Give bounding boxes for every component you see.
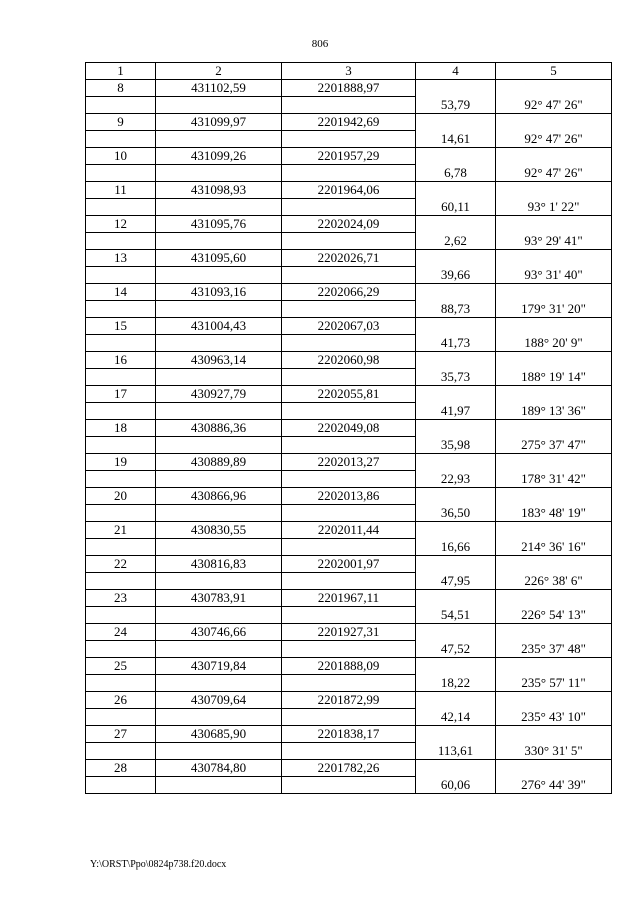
table-cell <box>282 301 416 318</box>
table-cell <box>416 386 496 403</box>
table-cell: 2202011,44 <box>282 522 416 539</box>
table-cell <box>86 403 156 420</box>
table-cell <box>156 97 282 114</box>
table-cell: 214° 36' 16" <box>496 539 612 556</box>
table-cell: 18 <box>86 420 156 437</box>
table-cell: 93° 1' 22" <box>496 199 612 216</box>
table-cell <box>496 624 612 641</box>
table-cell <box>86 573 156 590</box>
table-cell: 2202055,81 <box>282 386 416 403</box>
table-row <box>86 216 612 233</box>
table-cell <box>156 301 282 318</box>
table-cell <box>496 556 612 573</box>
table-cell <box>416 760 496 777</box>
table-cell <box>496 726 612 743</box>
table-row <box>86 743 612 760</box>
table-row <box>86 556 612 573</box>
table-cell <box>416 250 496 267</box>
table-cell: 93° 31' 40" <box>496 267 612 284</box>
table-cell: 60,06 <box>416 777 496 794</box>
table-cell <box>282 335 416 352</box>
table-cell: 2202060,98 <box>282 352 416 369</box>
table-cell: 42,14 <box>416 709 496 726</box>
table-cell <box>282 539 416 556</box>
table-cell: 22,93 <box>416 471 496 488</box>
table-cell <box>282 709 416 726</box>
table-row <box>86 284 612 301</box>
table-cell <box>86 369 156 386</box>
table-row <box>86 148 612 165</box>
table-row <box>86 522 612 539</box>
table-cell: 431095,60 <box>156 250 282 267</box>
table-cell <box>86 97 156 114</box>
table-cell <box>416 318 496 335</box>
table-cell: 430816,83 <box>156 556 282 573</box>
table-cell <box>496 488 612 505</box>
table-cell: 92° 47' 26" <box>496 97 612 114</box>
table-cell <box>416 692 496 709</box>
table-cell <box>282 437 416 454</box>
table-cell <box>496 658 612 675</box>
table-cell <box>156 641 282 658</box>
table-row <box>86 301 612 318</box>
table-row <box>86 488 612 505</box>
table-cell: 10 <box>86 148 156 165</box>
coordinates-table <box>85 62 612 794</box>
table-cell: 2201838,17 <box>282 726 416 743</box>
table-row <box>86 726 612 743</box>
table-cell <box>416 216 496 233</box>
table-cell <box>156 743 282 760</box>
table-cell: 430927,79 <box>156 386 282 403</box>
table-cell: 431099,26 <box>156 148 282 165</box>
table-cell <box>282 777 416 794</box>
table-row <box>86 80 612 97</box>
table-cell: 92° 47' 26" <box>496 131 612 148</box>
table-cell: 178° 31' 42" <box>496 471 612 488</box>
table-cell <box>496 352 612 369</box>
table-cell: 2,62 <box>416 233 496 250</box>
table-cell: 53,79 <box>416 97 496 114</box>
table-row <box>86 675 612 692</box>
table-cell <box>86 539 156 556</box>
table-cell <box>496 216 612 233</box>
table-cell <box>86 165 156 182</box>
table-row <box>86 386 612 403</box>
table-row <box>86 335 612 352</box>
table-cell <box>282 233 416 250</box>
table-cell <box>156 573 282 590</box>
table-cell: 431004,43 <box>156 318 282 335</box>
table-cell <box>156 471 282 488</box>
table-cell: 16,66 <box>416 539 496 556</box>
table-row <box>86 114 612 131</box>
table-cell <box>496 454 612 471</box>
table-cell: 431098,93 <box>156 182 282 199</box>
table-cell: 430866,96 <box>156 488 282 505</box>
table-cell <box>282 607 416 624</box>
table-cell <box>156 335 282 352</box>
table-cell <box>416 454 496 471</box>
table-cell <box>416 556 496 573</box>
table-cell: 188° 19' 14" <box>496 369 612 386</box>
table-cell <box>282 369 416 386</box>
table-row <box>86 318 612 335</box>
table-cell: 2201888,97 <box>282 80 416 97</box>
table-row <box>86 131 612 148</box>
table-row <box>86 692 612 709</box>
table-cell <box>282 573 416 590</box>
table-cell: 235° 37' 48" <box>496 641 612 658</box>
table-cell: 41,97 <box>416 403 496 420</box>
table-row <box>86 777 612 794</box>
table-cell: 2202067,03 <box>282 318 416 335</box>
table-row <box>86 250 612 267</box>
table-cell: 22 <box>86 556 156 573</box>
table-cell: 17 <box>86 386 156 403</box>
table-header-row <box>86 63 612 80</box>
table-cell <box>282 675 416 692</box>
table-cell: 276° 44' 39" <box>496 777 612 794</box>
column-header: 4 <box>416 63 496 80</box>
table-cell <box>156 607 282 624</box>
table-cell: 430783,91 <box>156 590 282 607</box>
table-cell <box>86 777 156 794</box>
table-cell <box>282 199 416 216</box>
table-cell: 92° 47' 26" <box>496 165 612 182</box>
table-cell: 2201957,29 <box>282 148 416 165</box>
table-cell: 430685,90 <box>156 726 282 743</box>
table-cell <box>86 505 156 522</box>
table-cell: 179° 31' 20" <box>496 301 612 318</box>
table-cell: 2201782,26 <box>282 760 416 777</box>
table-cell: 189° 13' 36" <box>496 403 612 420</box>
table-cell <box>156 505 282 522</box>
table-cell: 113,61 <box>416 743 496 760</box>
table-cell: 36,50 <box>416 505 496 522</box>
table-cell: 2202024,09 <box>282 216 416 233</box>
table-cell <box>496 250 612 267</box>
table-row <box>86 369 612 386</box>
table-cell <box>156 233 282 250</box>
table-cell <box>86 301 156 318</box>
table-cell: 430709,64 <box>156 692 282 709</box>
table-cell <box>156 369 282 386</box>
table-cell: 2202001,97 <box>282 556 416 573</box>
table-cell: 39,66 <box>416 267 496 284</box>
table-row <box>86 352 612 369</box>
table-cell: 24 <box>86 624 156 641</box>
table-cell <box>86 471 156 488</box>
column-header: 3 <box>282 63 416 80</box>
table-cell: 430963,14 <box>156 352 282 369</box>
table-cell <box>86 709 156 726</box>
table-cell: 19 <box>86 454 156 471</box>
table-cell: 47,95 <box>416 573 496 590</box>
table-cell: 18,22 <box>416 675 496 692</box>
table-cell <box>86 199 156 216</box>
table-cell <box>86 743 156 760</box>
table-cell <box>496 386 612 403</box>
table-cell: 60,11 <box>416 199 496 216</box>
table-cell: 23 <box>86 590 156 607</box>
table-cell <box>496 284 612 301</box>
table-cell: 11 <box>86 182 156 199</box>
table-row <box>86 437 612 454</box>
table-row <box>86 420 612 437</box>
table-cell: 2201964,06 <box>282 182 416 199</box>
table-cell: 275° 37' 47" <box>496 437 612 454</box>
table-row <box>86 454 612 471</box>
table-cell <box>86 607 156 624</box>
table-row <box>86 539 612 556</box>
table-cell: 2201872,99 <box>282 692 416 709</box>
table-cell: 430746,66 <box>156 624 282 641</box>
table-cell <box>496 760 612 777</box>
table-cell: 2202066,29 <box>282 284 416 301</box>
table-cell <box>416 182 496 199</box>
table-cell: 226° 54' 13" <box>496 607 612 624</box>
table-row <box>86 760 612 777</box>
table-cell: 88,73 <box>416 301 496 318</box>
table-cell: 431102,59 <box>156 80 282 97</box>
table-cell <box>282 131 416 148</box>
table-cell <box>496 182 612 199</box>
column-header: 1 <box>86 63 156 80</box>
table-row <box>86 709 612 726</box>
table-cell: 8 <box>86 80 156 97</box>
table-cell: 9 <box>86 114 156 131</box>
table-cell <box>156 777 282 794</box>
table-cell: 14,61 <box>416 131 496 148</box>
table-cell <box>156 165 282 182</box>
table-cell <box>496 590 612 607</box>
table-cell: 2201888,09 <box>282 658 416 675</box>
table-row <box>86 624 612 641</box>
table-cell <box>282 505 416 522</box>
table-cell: 188° 20' 9" <box>496 335 612 352</box>
file-path-footer: Y:\ORST\Ppo\0824p738.f20.docx <box>90 859 227 870</box>
table-cell <box>416 148 496 165</box>
table-cell <box>416 726 496 743</box>
table-cell <box>416 522 496 539</box>
table-cell: 430784,80 <box>156 760 282 777</box>
table-cell: 430889,89 <box>156 454 282 471</box>
column-header: 2 <box>156 63 282 80</box>
table-cell <box>416 658 496 675</box>
table-cell: 54,51 <box>416 607 496 624</box>
table-cell <box>282 403 416 420</box>
table-cell: 6,78 <box>416 165 496 182</box>
table-cell: 16 <box>86 352 156 369</box>
table-cell: 2202049,08 <box>282 420 416 437</box>
table-cell: 41,73 <box>416 335 496 352</box>
table-cell: 26 <box>86 692 156 709</box>
table-cell <box>416 488 496 505</box>
table-cell: 431095,76 <box>156 216 282 233</box>
table-row <box>86 505 612 522</box>
table-cell <box>156 437 282 454</box>
table-cell: 330° 31' 5" <box>496 743 612 760</box>
table-cell <box>416 624 496 641</box>
table-cell: 235° 43' 10" <box>496 709 612 726</box>
table-cell: 35,98 <box>416 437 496 454</box>
table-row <box>86 641 612 658</box>
table-cell <box>282 641 416 658</box>
table-cell: 47,52 <box>416 641 496 658</box>
table-cell: 2201942,69 <box>282 114 416 131</box>
table-cell: 12 <box>86 216 156 233</box>
table-cell: 35,73 <box>416 369 496 386</box>
table-cell <box>416 352 496 369</box>
table-cell <box>156 709 282 726</box>
table-cell: 21 <box>86 522 156 539</box>
table-cell: 183° 48' 19" <box>496 505 612 522</box>
table-cell: 235° 57' 11" <box>496 675 612 692</box>
table-cell: 25 <box>86 658 156 675</box>
table-cell <box>156 675 282 692</box>
table-cell: 430886,36 <box>156 420 282 437</box>
table-cell: 27 <box>86 726 156 743</box>
table-cell <box>496 420 612 437</box>
page-number: 806 <box>311 38 329 50</box>
table-cell: 93° 29' 41" <box>496 233 612 250</box>
table-cell <box>86 233 156 250</box>
table-cell <box>86 641 156 658</box>
table-cell <box>86 335 156 352</box>
table-cell: 28 <box>86 760 156 777</box>
column-header: 5 <box>496 63 612 80</box>
table-cell <box>496 114 612 131</box>
table-cell <box>86 437 156 454</box>
table-row <box>86 233 612 250</box>
table-cell <box>156 199 282 216</box>
table-cell: 430830,55 <box>156 522 282 539</box>
table-cell <box>156 539 282 556</box>
table-cell: 15 <box>86 318 156 335</box>
table-row <box>86 607 612 624</box>
table-row <box>86 267 612 284</box>
table-cell <box>496 692 612 709</box>
table-cell <box>416 590 496 607</box>
table-row <box>86 97 612 114</box>
table-cell <box>416 80 496 97</box>
table-cell <box>496 80 612 97</box>
table-row <box>86 403 612 420</box>
table-cell: 2201927,31 <box>282 624 416 641</box>
table-cell: 2202013,86 <box>282 488 416 505</box>
table-row <box>86 165 612 182</box>
table-cell: 431099,97 <box>156 114 282 131</box>
table-cell <box>282 471 416 488</box>
table-cell: 2202013,27 <box>282 454 416 471</box>
table-row <box>86 471 612 488</box>
table-cell <box>496 318 612 335</box>
table-cell <box>282 97 416 114</box>
table-cell: 13 <box>86 250 156 267</box>
table-cell <box>282 267 416 284</box>
table-cell <box>86 267 156 284</box>
table-cell <box>496 148 612 165</box>
table-cell: 2201967,11 <box>282 590 416 607</box>
table-cell <box>156 267 282 284</box>
table-row <box>86 590 612 607</box>
table-row <box>86 573 612 590</box>
table-cell <box>416 420 496 437</box>
table-cell <box>282 165 416 182</box>
table-cell <box>86 675 156 692</box>
table-row <box>86 658 612 675</box>
table-cell: 431093,16 <box>156 284 282 301</box>
table-cell <box>156 131 282 148</box>
table-cell <box>156 403 282 420</box>
table-cell: 2202026,71 <box>282 250 416 267</box>
table-row <box>86 182 612 199</box>
table-cell <box>282 743 416 760</box>
table-cell: 20 <box>86 488 156 505</box>
table-cell <box>416 114 496 131</box>
table-cell: 430719,84 <box>156 658 282 675</box>
table-cell: 226° 38' 6" <box>496 573 612 590</box>
table-cell <box>496 522 612 539</box>
table-cell <box>416 284 496 301</box>
table-row <box>86 199 612 216</box>
table-cell: 14 <box>86 284 156 301</box>
table-cell <box>86 131 156 148</box>
